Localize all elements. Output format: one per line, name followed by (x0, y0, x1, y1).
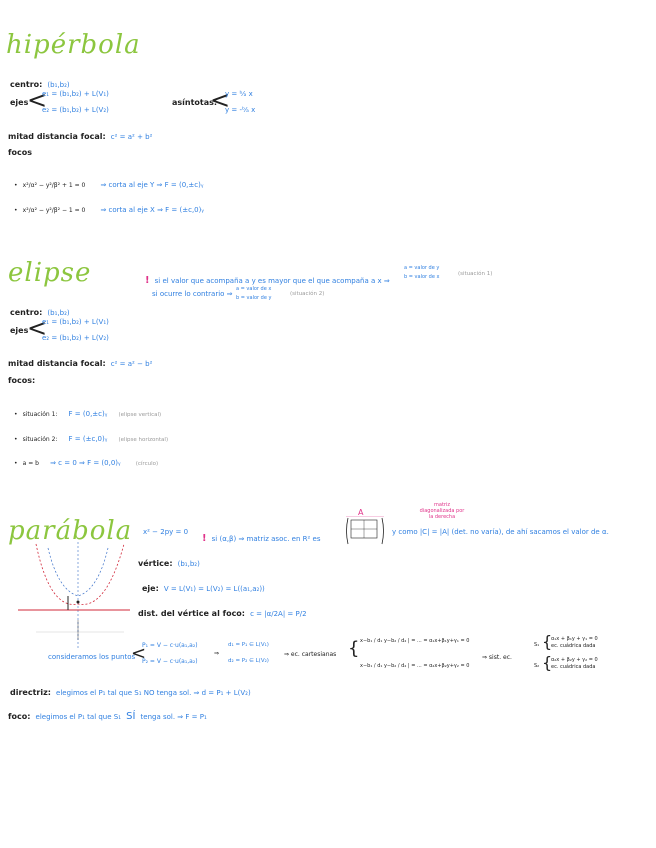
distancia (138, 601, 307, 620)
foco-1 (14, 172, 203, 191)
arrow: ⇒ (214, 650, 220, 657)
matrix-label: A (358, 508, 364, 517)
note-1-text: si el valor que acompaña a y es mayor que el que acompaña a x ⇒ (154, 277, 390, 285)
hiperbola-mitad (8, 124, 152, 143)
note-1-a: a = valor de y (404, 265, 440, 271)
situacion-2 (14, 426, 168, 445)
directriz-label: directriz: (10, 688, 51, 697)
bullet: • (14, 411, 18, 418)
sistema-1: α₁x + β₁y + γ₁ = 0 (551, 636, 598, 642)
sistema-2: α₂x + β₂y + γ₂ = 0 (551, 657, 598, 663)
sistema-1b: ec. cuádrica dada (551, 643, 596, 649)
dist-label: dist. del vértice al foco: (138, 609, 246, 618)
ec-cartesianas-label: ⇒ ec. cartesianas (284, 651, 337, 658)
asintota-2: y = -ᵇ⁄ₐ x (225, 106, 256, 114)
bullet: • (14, 182, 18, 189)
note-1-situation: (situación 1) (458, 271, 493, 277)
centro-label: centro: (10, 308, 43, 317)
centro-value: (b₁,b₂) (47, 309, 70, 317)
asintotas-brace: < (210, 86, 231, 114)
s3-note: (círculo) (135, 461, 159, 467)
vertice-label: vértice: (138, 559, 173, 568)
ejes-label: ejes (10, 98, 29, 107)
s2-value: F = (±c,0)ᵧ (68, 435, 108, 443)
ec-1: x−b₁ / d₁ y−b₂ / d₂ | = ... = α₁x+β₁y+γ₁ = 0 (360, 638, 470, 644)
focos-label: focos (8, 148, 32, 157)
elipse-mitad (8, 351, 152, 370)
ejes-label: ejes (10, 326, 29, 335)
foco-2-text: ⇒ corta al eje X ⇒ F = (±c,0)ᵧ (100, 206, 204, 214)
ec-brace: { (348, 638, 360, 659)
mitad-value: c² = a² + b² (110, 133, 153, 141)
vertice-value: (b₁,b₂) (177, 560, 200, 568)
note-2-a: a = valor de x (236, 286, 272, 292)
s1-label: situación 1: (22, 411, 58, 418)
s3-value: ⇒ c = 0 ⇒ F = (0,0)ᵧ (50, 459, 121, 467)
note-2-situation: (situación 2) (290, 291, 325, 297)
parabola-equation: x² − 2py = 0 (143, 528, 189, 536)
eje-1: e₁ = (b₁,b₂) + L(V₁) (42, 90, 109, 98)
note-2-b: b = valor de y (236, 295, 272, 301)
foco (8, 704, 207, 723)
sistema-1-prefix: S₁ (534, 642, 540, 648)
sistema-2b: ec. cuádrica dada (551, 664, 596, 670)
elipse-note-1 (145, 268, 390, 287)
asintotas-label: asíntotas: (172, 98, 218, 107)
s2-note: (elipse horizontal) (118, 437, 169, 443)
foco-label: foco: (8, 712, 31, 721)
eje-value: V = L(V₁) = L(V₂) = L((a₁,a₂)) (163, 585, 265, 593)
s2-label: situación 2: (22, 436, 58, 443)
dist-value: c = |α/2A| = P/2 (250, 610, 307, 618)
situacion-3 (14, 450, 158, 469)
matrix-graphic (344, 516, 386, 546)
dist-point-2: d₂ = P₂ ∈ L(V₂) (228, 658, 269, 664)
note-pink: matriz diagonalizada por la derecha (419, 502, 465, 520)
parabola-sketch (18, 540, 130, 652)
bullet: • (14, 207, 18, 214)
eje-2: e₂ = (b₁,b₂) + L(V₂) (42, 106, 109, 114)
ejes-brace: < (27, 314, 48, 342)
point-2: P₂ = V − c·u(a₁,a₂) (142, 658, 198, 665)
consideramos-label: consideramos los puntos (48, 653, 136, 661)
bullet: • (14, 436, 18, 443)
foco-value-1: elegimos el P₁ tal que S₁ (35, 713, 122, 721)
foco-1-text: ⇒ corta al eje Y ⇒ F = (0,±c)ᵧ (100, 181, 204, 189)
focos-label: focos: (8, 376, 36, 385)
mitad-value: c² = a² − b² (110, 360, 153, 368)
note-tail: y como |C| = |A| (det. no varía), de ahí sacamos el valor de α. (392, 528, 609, 536)
directriz-value: elegimos el P₁ tal que S₁ NO tenga sol. ⇒ d = P₁ + L(V₂) (56, 689, 251, 697)
foco-value-2: tenga sol. ⇒ F = P₁ (140, 713, 207, 721)
point-1: P₁ = V − c·u(a₁,a₂) (142, 642, 198, 649)
sistema-2-brace: { (542, 653, 553, 672)
centro-label: centro: (10, 80, 43, 89)
note-1-b: b = valor de x (404, 274, 440, 280)
situacion-1 (14, 401, 161, 420)
foco-si: SÍ (126, 711, 136, 722)
dist-point-1: d₁ = P₁ ∈ L(V₁) (228, 642, 269, 648)
hiperbola-title: hipérbola (6, 30, 141, 60)
vertice (138, 551, 200, 570)
elipse-title: elipse (8, 258, 92, 288)
eje-1: e₁ = (b₁,b₂) + L(V₁) (42, 318, 109, 326)
centro-value: (b₁,b₂) (47, 81, 70, 89)
s1-note: (elipse vertical) (118, 412, 162, 418)
foco-2-eq: x²/α² − y²/β² − 1 = 0 (22, 207, 86, 214)
sistema-label: ⇒ sist. ec. (482, 654, 512, 661)
asintota-1: y = ᵇ⁄ₐ x (225, 90, 253, 98)
sistema-1-brace: { (542, 632, 553, 651)
s1-value: F = (0,±c)ᵧ (68, 410, 108, 418)
parabola-note (202, 526, 320, 545)
s3-label: a = b (22, 460, 39, 467)
eje-label: eje: (142, 584, 159, 593)
ec-2: x−b₁ / d₁ y−b₂ / d₂ | = ... = α₂x+β₂y+γ₂ = 0 (360, 663, 470, 669)
ejes-brace: < (27, 86, 48, 114)
eje-2: e₂ = (b₁,b₂) + L(V₂) (42, 334, 109, 342)
directriz (10, 680, 251, 699)
parabola-title: parábola (8, 516, 133, 546)
mitad-label: mitad distancia focal: (8, 132, 106, 141)
foco-1-eq: x²/α² − y²/β² + 1 = 0 (22, 182, 86, 189)
mitad-label: mitad distancia focal: (8, 359, 106, 368)
note-2-text: si ocurre lo contrario ⇒ (152, 290, 233, 298)
note-label: si (α,β) ⇒ matriz asoc. en R² es (211, 535, 321, 543)
exclamation-icon: ! (145, 275, 150, 286)
eje (142, 576, 265, 595)
points-brace: < (131, 643, 147, 664)
foco-2 (14, 197, 204, 216)
sistema-2-prefix: S₂ (534, 663, 540, 669)
exclamation-icon: ! (202, 533, 207, 544)
bullet: • (14, 460, 18, 467)
